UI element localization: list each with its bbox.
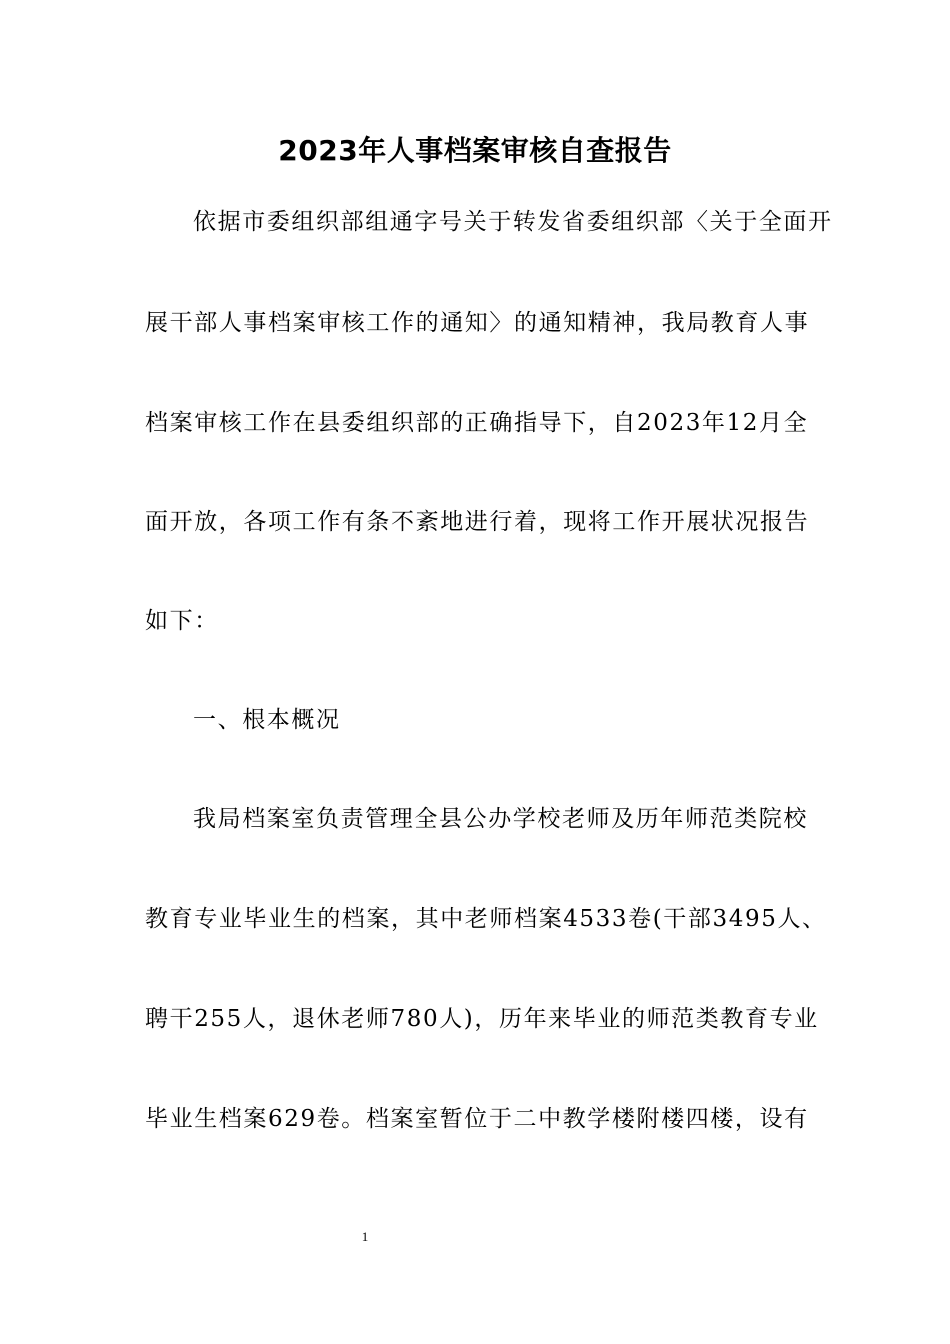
paragraph-line: 我局档案室负责管理全县公办学校老师及历年师范类院校	[193, 806, 808, 832]
paragraph-line: 依据市委组织部组通字号关于转发省委组织部〈关于全面开	[193, 209, 833, 235]
document-title: 2023年人事档案审核自查报告	[278, 134, 672, 167]
paragraph-line: 档案审核工作在县委组织部的正确指导下，自2023年12月全	[145, 410, 809, 436]
section-heading: 一、根本概况	[193, 707, 341, 733]
paragraph-line: 教育专业毕业生的档案，其中老师档案4533卷(干部3495人、	[145, 906, 827, 932]
page-number: 1	[361, 1229, 369, 1244]
paragraph-line: 如下：	[145, 608, 219, 634]
paragraph-line: 聘干255人，退休老师780人)，历年来毕业的师范类教育专业	[145, 1006, 819, 1032]
paragraph-line: 面开放，各项工作有条不紊地进行着，现将工作开展状况报告	[145, 509, 810, 535]
paragraph-line: 展干部人事档案审核工作的通知〉的通知精神，我局教育人事	[145, 310, 810, 336]
paragraph-line: 毕业生档案629卷。档案室暂位于二中教学楼附楼四楼，设有	[145, 1106, 809, 1132]
